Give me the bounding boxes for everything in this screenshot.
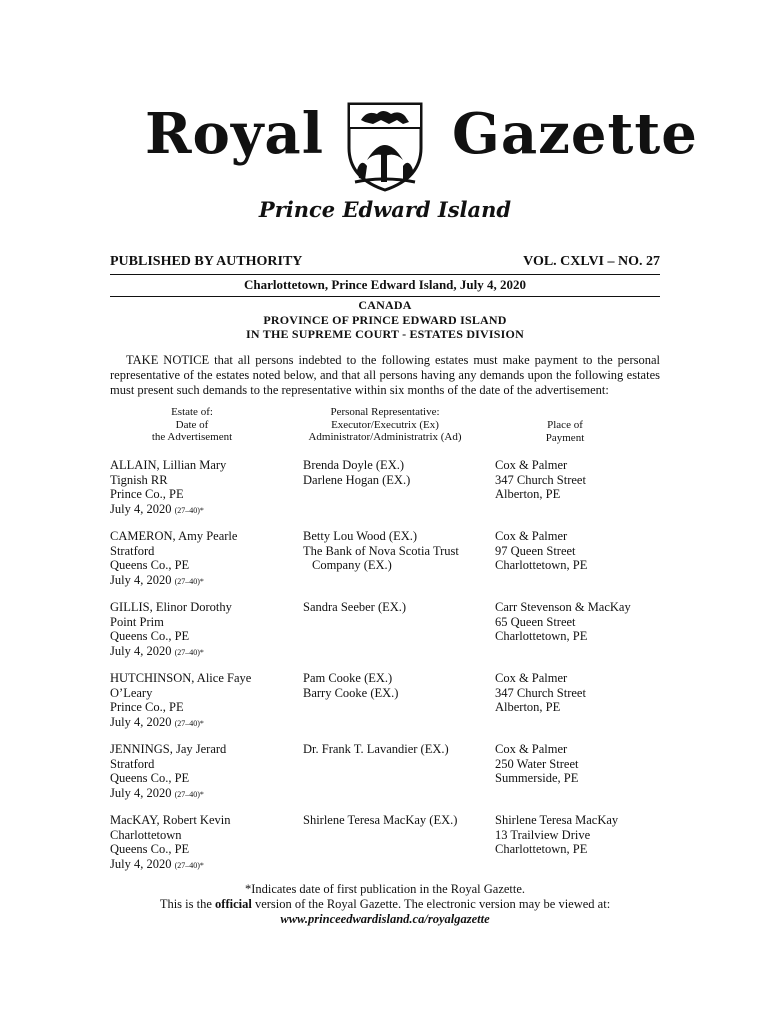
gazette-url-link[interactable]: www.princeedwardisland.ca/royalgazette [280,912,490,926]
payment-street: 347 Church Street [495,685,586,700]
payment-street: 13 Trailview Drive [495,827,591,842]
column-header-line: Personal Representative: [330,406,440,418]
representative-name: Pam Cooke (EX.) [303,671,393,685]
payment-street: 97 Queen Street [495,543,576,558]
payment-column [495,671,670,715]
estate-name: GILLIS, Elinor Dorothy [110,600,232,614]
representative-name: Darlene Hogan (EX.) [303,472,411,487]
estate-name: JENNINGS, Jay Jerard [110,742,227,756]
estate-county: Queens Co., PE [110,629,190,643]
estate-name: MacKAY, Robert Kevin [110,813,231,827]
first-publication-note: *Indicates date of first publication in the Royal Gazette. [244,882,526,896]
representative-column [303,458,483,487]
column-header-line: Administrator/Administratrix (Ad) [308,431,462,443]
representative-name: The Bank of Nova Scotia Trust [303,543,459,558]
representative-column [303,742,483,757]
payment-city: Alberton, PE [495,700,561,714]
payment-street: 347 Church Street [495,472,586,487]
heading-court: IN THE SUPREME COURT - ESTATES DIVISION [246,327,524,341]
estate-county: Queens Co., PE [110,771,190,785]
payment-column [495,529,670,573]
estate-date: July 4, 2020 [110,643,172,658]
payment-firm: Cox & Palmer [495,671,568,685]
estate-date: July 4, 2020 [110,714,172,729]
column-header-line: Estate of: [171,406,213,418]
masthead [0,95,770,195]
payment-street: 65 Queen Street [495,614,576,629]
estate-locality: Stratford [110,756,155,771]
coat-of-arms-icon [343,100,427,192]
publication-tag: (27–40)* [174,505,204,515]
estate-county: Queens Co., PE [110,842,190,856]
estate-locality: Charlottetown [110,827,182,842]
column-header-line: the Advertisement [151,431,233,443]
masthead-royal: Royal [145,101,324,167]
payment-city: Charlottetown, PE [495,558,588,572]
payment-firm: Cox & Palmer [495,458,568,472]
publication-tag: (27–40)* [174,860,204,870]
estate-county: Queens Co., PE [110,558,190,572]
masthead-gazette: Gazette [452,101,698,167]
estate-date-line [110,502,300,519]
estate-locality: Tignish RR [110,472,168,487]
estate-column [110,813,300,873]
payment-firm: Carr Stevenson & MacKay [495,600,631,614]
publication-tag: (27–40)* [174,789,204,799]
heading-province: PROVINCE OF PRINCE EDWARD ISLAND [263,313,507,327]
estate-column [110,458,300,518]
representative-column [303,529,483,573]
estate-column [110,671,300,731]
estate-date: July 4, 2020 [110,572,172,587]
publication-tag: (27–40)* [174,576,204,586]
estate-date-line [110,715,300,732]
estate-date-line [110,644,300,661]
column-header-estate [112,406,272,444]
representative-name: Dr. Frank T. Lavandier (EX.) [303,742,449,756]
column-header-payment [510,419,620,444]
estate-county: Prince Co., PE [110,487,184,501]
representative-column [303,671,483,700]
column-header-line: Payment [545,431,585,444]
representative-name: Betty Lou Wood (EX.) [303,529,418,543]
masthead-subtitle: Prince Edward Island [258,197,512,222]
representative-column [303,600,483,615]
estate-date-line [110,573,300,590]
column-header-line: Place of [547,419,583,431]
official-note-text: This is the [159,897,216,911]
payment-street: 250 Water Street [495,756,579,771]
payment-city: Summerside, PE [495,771,579,785]
estate-locality: Point Prim [110,614,164,629]
estate-date-line [110,786,300,803]
representative-column [303,813,483,828]
estate-locality: O’Leary [110,685,153,700]
payment-column [495,742,670,786]
representative-name: Shirlene Teresa MacKay (EX.) [303,813,458,827]
estate-date-line [110,857,300,874]
payment-firm: Cox & Palmer [495,529,568,543]
estate-date: July 4, 2020 [110,501,172,516]
representative-name: Company (EX.) [312,558,392,572]
published-by-authority: PUBLISHED BY AUTHORITY [110,254,303,269]
estate-name: HUTCHINSON, Alice Faye [110,671,252,685]
estate-locality: Stratford [110,543,155,558]
payment-firm: Shirlene Teresa MacKay [495,813,619,827]
representative-name: Brenda Doyle (EX.) [303,458,405,472]
publication-tag: (27–40)* [174,718,204,728]
dateline: Charlottetown, Prince Edward Island, July 4, 2020 [110,277,660,297]
estate-name: ALLAIN, Lillian Mary [110,458,227,472]
payment-city: Charlottetown, PE [495,842,588,856]
footer [110,882,660,927]
payment-column [495,600,670,644]
column-header-line: Executor/Executrix (Ex) [331,418,439,431]
representative-name: Barry Cooke (EX.) [303,685,399,700]
notice-paragraph: TAKE NOTICE that all persons indebted to the following estates must make payment to the personal representative of the estates noted below, and that all persons having any demands upon the following estates must present such demands to the representative within six months of the date of the advertisement: [110,353,660,397]
estate-date: July 4, 2020 [110,785,172,800]
payment-column [495,458,670,502]
publication-tag: (27–40)* [174,647,204,657]
payment-city: Charlottetown, PE [495,629,588,643]
estate-column [110,742,300,802]
representative-name: Sandra Seeber (EX.) [303,600,407,614]
column-header-line: Date of [175,418,209,431]
payment-column [495,813,670,857]
volume-number: VOL. CXLVI – NO. 27 [523,254,660,269]
estate-county: Prince Co., PE [110,700,184,714]
estate-date: July 4, 2020 [110,856,172,871]
estate-column [110,600,300,660]
heading-canada: CANADA [358,298,412,312]
official-word: official [215,897,252,911]
authority-row [110,254,660,275]
estate-column [110,529,300,589]
official-version-note [110,897,660,912]
estate-name: CAMERON, Amy Pearle [110,529,238,543]
payment-city: Alberton, PE [495,487,561,501]
column-header-representative [290,406,480,444]
official-note-text: version of the Royal Gazette. The electronic version may be viewed at: [251,897,611,911]
payment-firm: Cox & Palmer [495,742,568,756]
